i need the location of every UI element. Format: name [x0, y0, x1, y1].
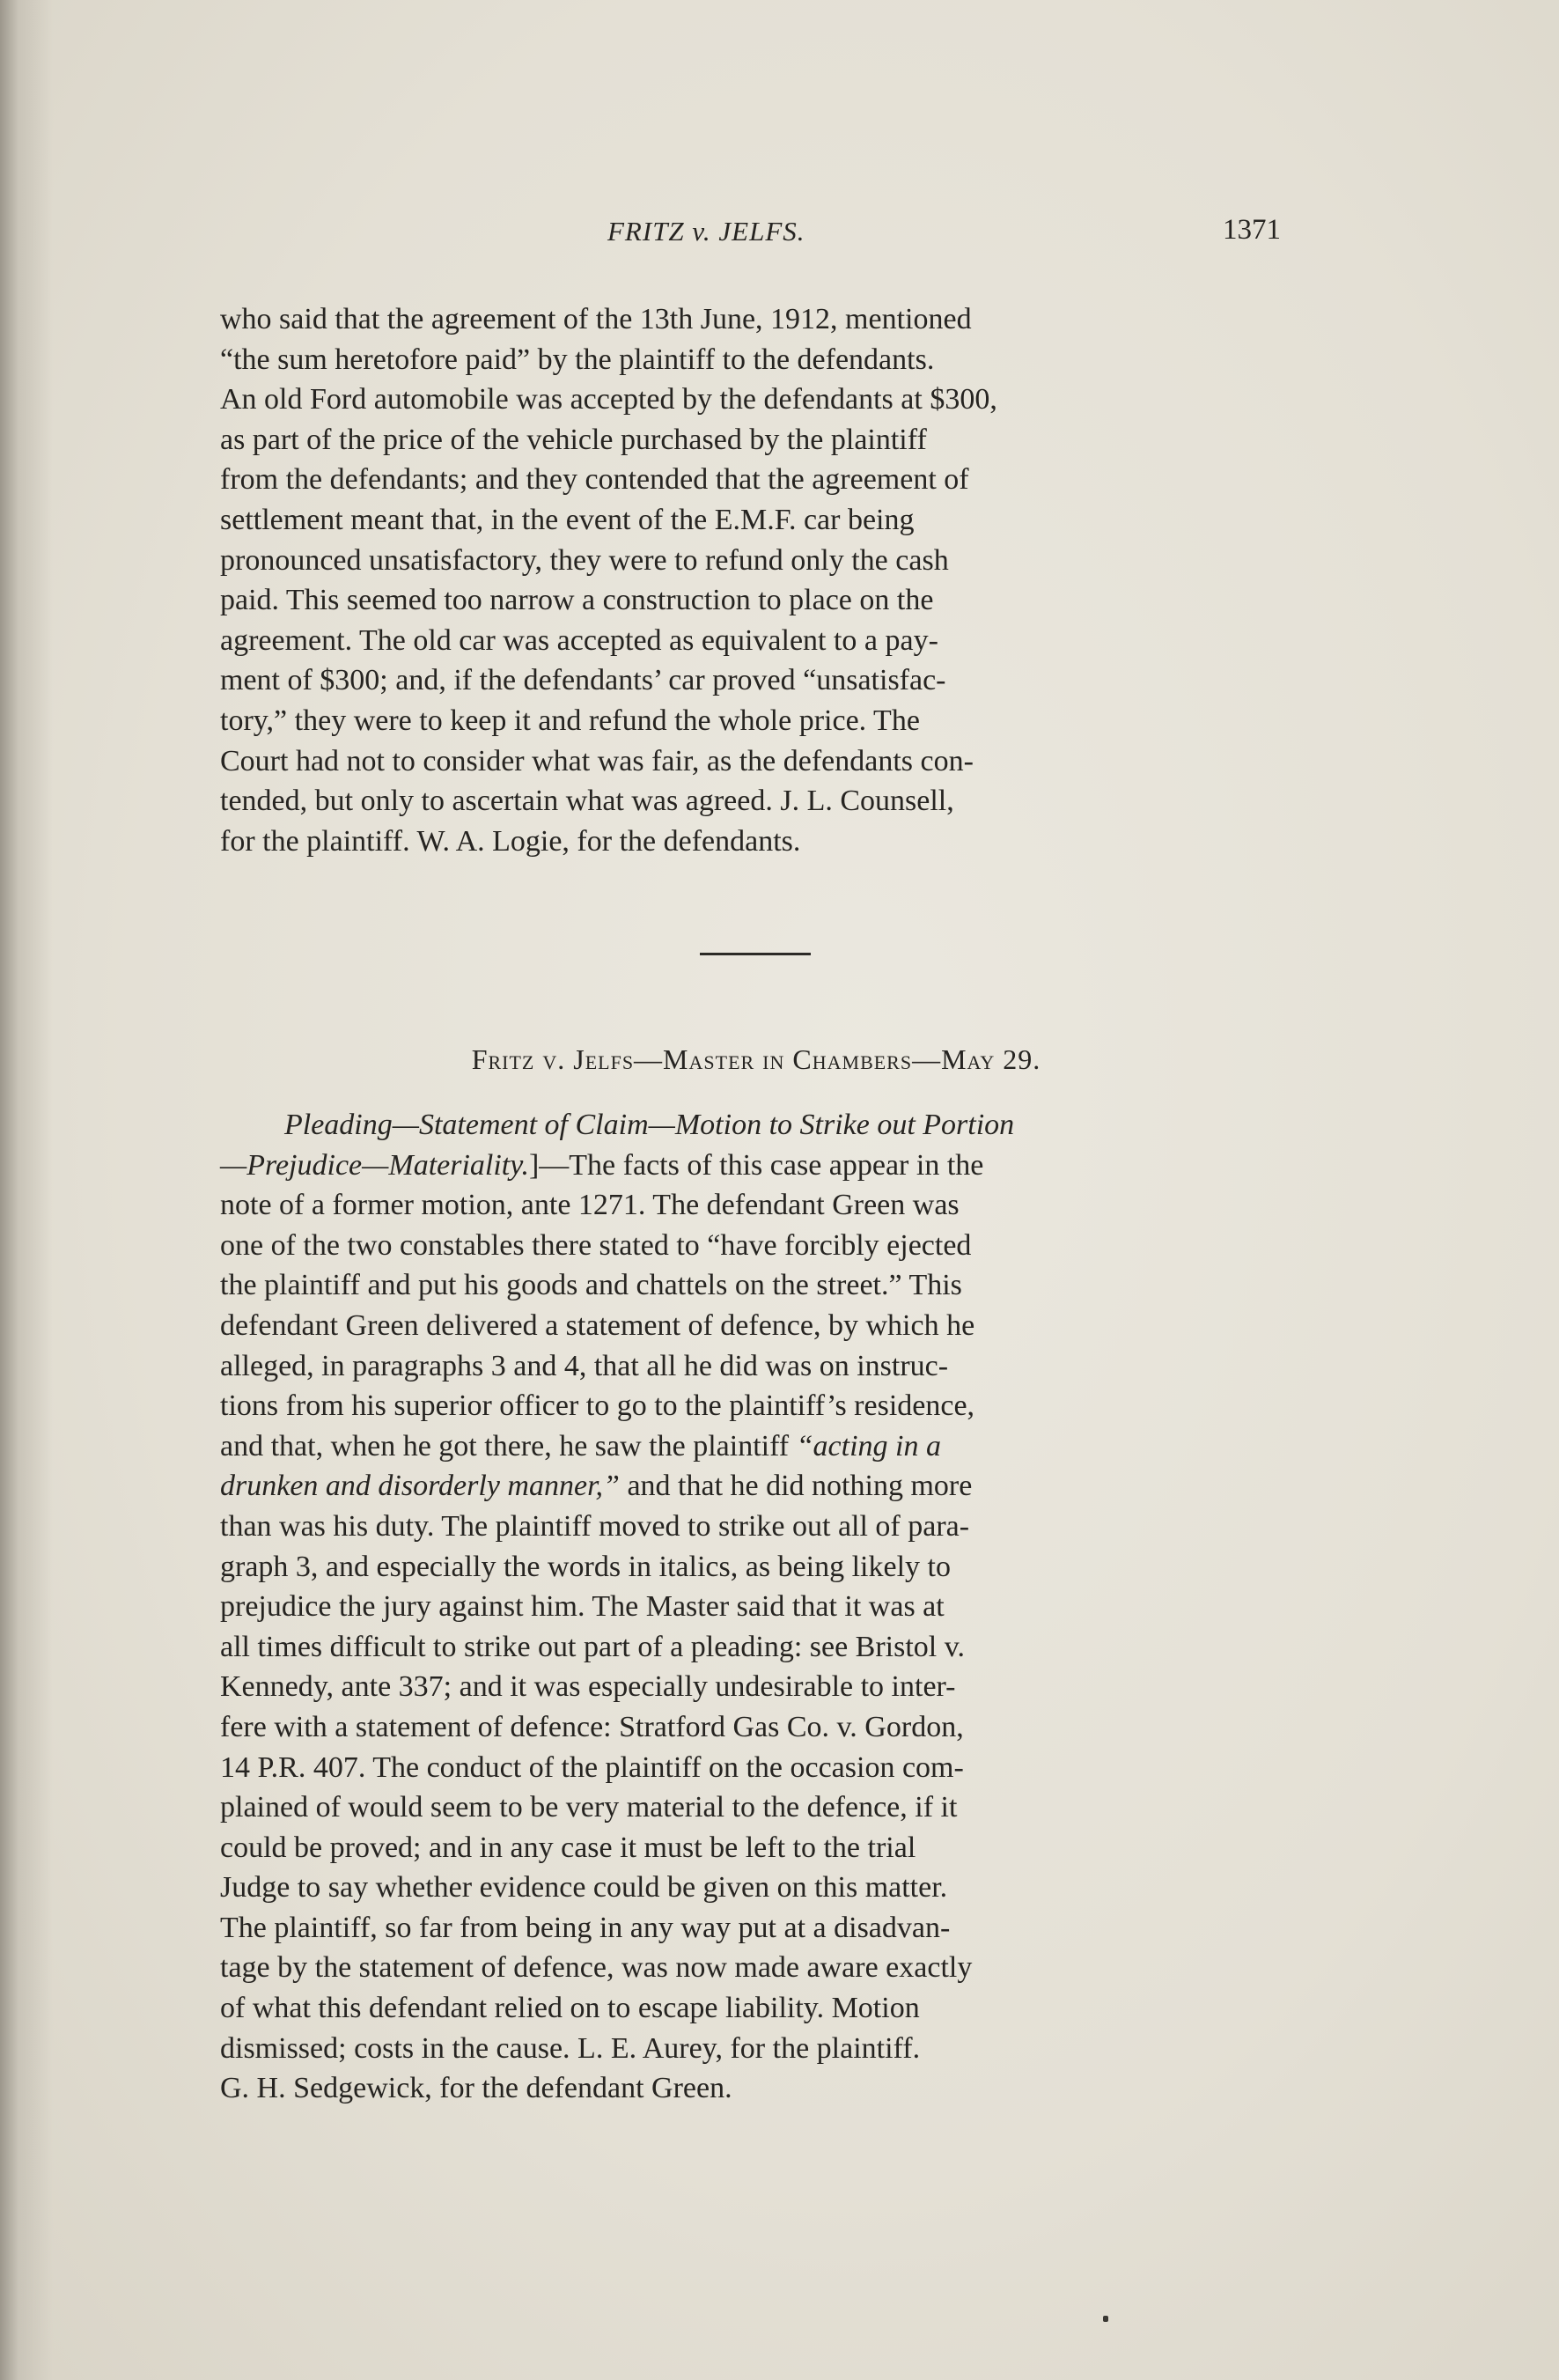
line-text: and that he did nothing more [619, 1470, 973, 1503]
ink-speck [1103, 2316, 1108, 2322]
paragraph-line: note of a former motion, ante 1271. The defendant Green was [220, 1189, 960, 1222]
section-divider-rule [700, 953, 811, 955]
headnote-line [220, 1146, 1292, 1186]
second-case-paragraph [220, 1105, 1292, 2109]
paragraph-line: alleged, in paragraphs 3 and 4, that all he did was on instruc- [220, 1349, 949, 1382]
page-number: 1371 [1223, 214, 1281, 246]
paragraph-line: tions from his superior officer to go to the plaintiff’s residence, [220, 1389, 975, 1423]
headnote-catchwords-continued: —Prejudice—Materiality. [220, 1148, 529, 1182]
paragraph-line: settlement meant that, in the event of the E.M.F. car being [220, 503, 915, 536]
paragraph-line: fere with a statement of defence: Stratford Gas Co. v. Gordon, [220, 1710, 964, 1743]
paragraph-line: tended, but only to ascertain what was agreed. J. L. Counsell, [220, 785, 954, 818]
paragraph-line: An old Ford automobile was accepted by the defendants at $300, [220, 383, 997, 416]
paragraph-line [220, 1466, 1292, 1507]
paragraph-line: “the sum heretofore paid” by the plaintiff to the defendants. [220, 343, 935, 376]
paragraph-line [220, 1426, 1292, 1467]
paragraph-line: pronounced unsatisfactory, they were to refund only the cash [220, 543, 949, 577]
paragraph-line: could be proved; and in any case it must be left to the trial [220, 1831, 916, 1864]
running-title: FRITZ v. JELFS. [607, 216, 805, 247]
line-text: and that, when he got there, he saw the plaintiff [220, 1429, 797, 1463]
case-heading: Fritz v. Jelfs—Master in Chambers—May 29. [471, 1043, 1041, 1075]
paragraph-line: ment of $300; and, if the defendants’ car proved “unsatisfac- [220, 664, 946, 697]
italic-quote: “acting in a [796, 1429, 941, 1463]
paragraph-line: of what this defendant relied on to escape liability. Motion [220, 1992, 920, 2025]
paragraph-line: for the plaintiff. W. A. Logie, for the defendants. [220, 824, 801, 858]
italic-quote-continued: drunken and disorderly manner,” [220, 1470, 620, 1503]
paragraph-line: as part of the price of the vehicle purchased by the plaintiff [220, 423, 927, 456]
paragraph-line: who said that the agreement of the 13th June, 1912, mentioned [220, 303, 972, 335]
paragraph-line: dismissed; costs in the cause. L. E. Aurey, for the plaintiff. [220, 2031, 921, 2065]
binding-gutter-shadow [0, 0, 53, 2380]
paragraph-line: prejudice the jury against him. The Master said that it was at [220, 1590, 945, 1624]
paragraph-line: agreement. The old car was accepted as equivalent to a pay- [220, 623, 938, 657]
paragraph-line: all times difficult to strike out part of a pleading: see Bristol v. [220, 1630, 966, 1663]
first-case-paragraph [220, 299, 1292, 861]
paragraph-line: defendant Green delivered a statement of defence, by which he [220, 1308, 975, 1342]
paragraph-line: Kennedy, ante 337; and it was especially undesirable to inter- [220, 1670, 956, 1704]
headnote-text: ]—The facts of this case appear in the [528, 1148, 984, 1182]
paragraph-line: The plaintiff, so far from being in any way put at a disadvan- [220, 1911, 951, 1944]
paragraph-line: Judge to say whether evidence could be given on this matter. [220, 1871, 948, 1905]
paragraph-line: one of the two constables there stated to “have forcibly ejected [220, 1228, 972, 1262]
paragraph-line: Court had not to consider what was fair, as the defendants con- [220, 744, 974, 777]
paragraph-line: the plaintiff and put his goods and chattels on the street.” This [220, 1269, 962, 1302]
paragraph-line: G. H. Sedgewick, for the defendant Green. [220, 2072, 732, 2105]
paragraph-line: graph 3, and especially the words in italics, as being likely to [220, 1550, 951, 1583]
paragraph-line: 14 P.R. 407. The conduct of the plaintiff on the occasion com- [220, 1750, 964, 1784]
paragraph-line: paid. This seemed too narrow a construction to place on the [220, 584, 934, 617]
running-head [220, 216, 1281, 260]
paragraph-line: plained of would seem to be very material to the defence, if it [220, 1791, 958, 1824]
paragraph-line: tage by the statement of defence, was now made aware exactly [220, 1951, 973, 1985]
paragraph-line: tory,” they were to keep it and refund the whole price. The [220, 704, 920, 737]
paragraph-line: than was his duty. The plaintiff moved to strike out all of para- [220, 1509, 970, 1543]
headnote-catchwords: Pleading—Statement of Claim—Motion to Strike out Portion [284, 1109, 1015, 1141]
headnote-line [220, 1105, 1292, 1146]
paragraph-line: from the defendants; and they contended that the agreement of [220, 463, 969, 497]
